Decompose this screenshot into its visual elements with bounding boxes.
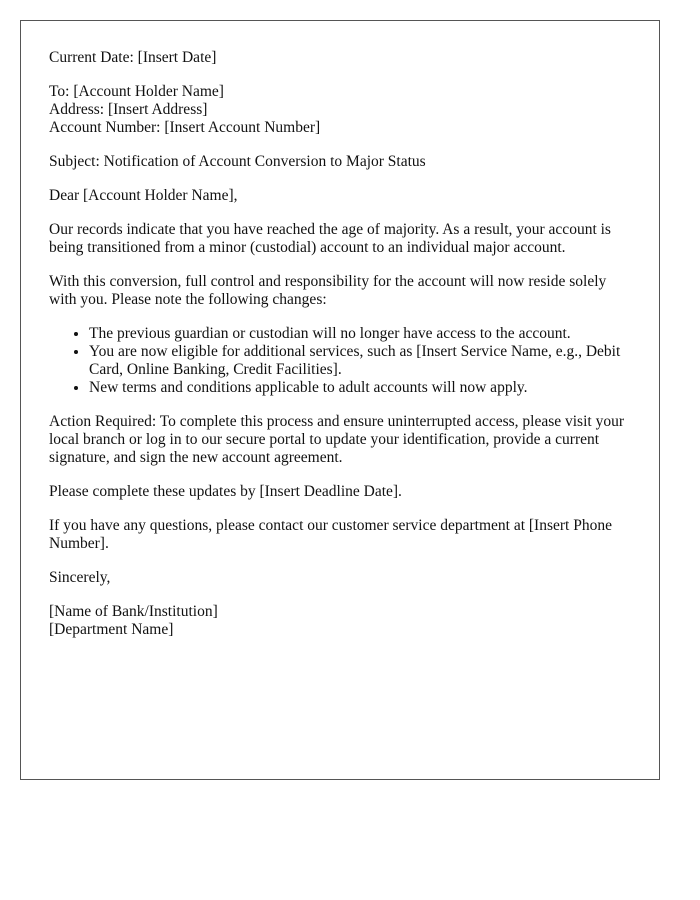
closing: Sincerely, <box>49 569 111 586</box>
list-item: • The previous guardian or custodian will no longer have access to the account. <box>89 325 631 343</box>
recipient-name-line: To: [Account Holder Name] <box>49 83 224 100</box>
letter-document <box>20 20 660 780</box>
signature-institution: [Name of Bank/Institution] <box>49 603 218 620</box>
signature-block <box>49 603 631 639</box>
date-line: Current Date: [Insert Date] <box>49 49 217 66</box>
list-item: • New terms and conditions applicable to adult accounts will now apply. <box>89 379 631 397</box>
account-number-line: Account Number: [Insert Account Number] <box>49 119 321 136</box>
body-paragraph-majority: Our records indicate that you have reached the age of majority. As a result, your account is being transitioned from a minor (custodial) account to an individual major account. <box>49 221 611 256</box>
deadline-paragraph: Please complete these updates by [Insert Deadline Date]. <box>49 483 402 500</box>
questions-paragraph: If you have any questions, please contact our customer service department at [Insert Phone Number]. <box>49 517 612 552</box>
date-block <box>49 49 631 67</box>
recipient-address-line: Address: [Insert Address] <box>49 101 208 118</box>
subject-line: Subject: Notification of Account Conversion to Major Status <box>49 153 426 170</box>
signature-department: [Department Name] <box>49 621 174 638</box>
salutation: Dear [Account Holder Name], <box>49 187 238 204</box>
body-paragraph-conversion: With this conversion, full control and responsibility for the account will now reside solely with you. Please note the following changes: <box>49 273 607 308</box>
list-item: • You are now eligible for additional services, such as [Insert Service Name, e.g., Debit Card, Online Banking, Credit Facilities]. <box>89 343 631 379</box>
recipient-block <box>49 83 631 137</box>
action-required-paragraph: Action Required: To complete this process and ensure uninterrupted access, please visit your local branch or log in to our secure portal to update your identification, provide a current signature, and sign the new account agreement. <box>49 413 624 466</box>
changes-list <box>49 325 631 397</box>
